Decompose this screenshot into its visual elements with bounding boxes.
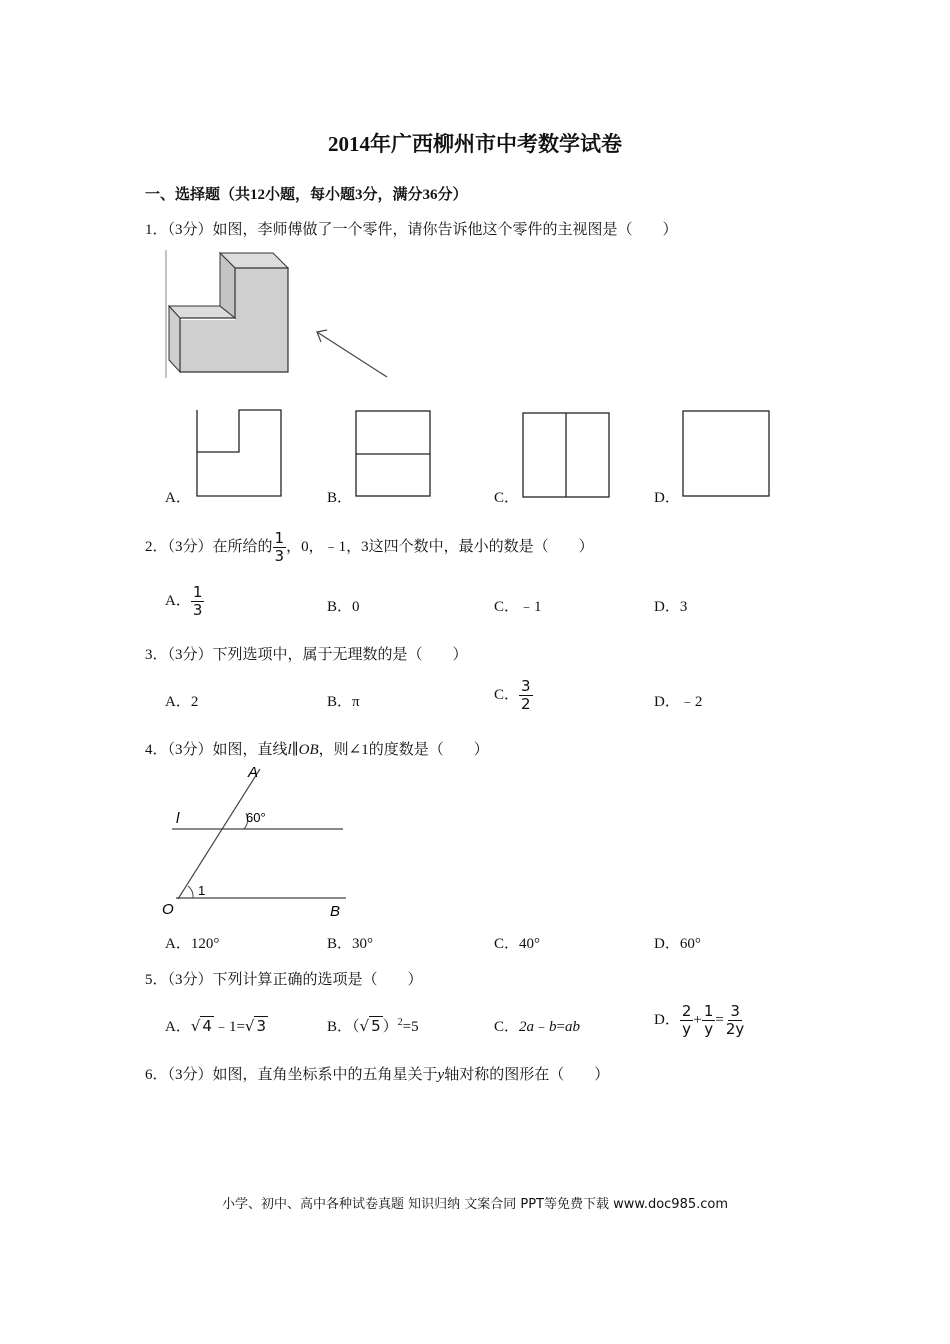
q1-option-b-figure [355, 410, 433, 498]
question-1-text: 1．（3分）如图，李师傅做了一个零件，请你告诉他这个零件的主视图是（ ） [145, 222, 678, 238]
section-heading: 一、选择题（共12小题，每小题3分，满分36分） [145, 187, 468, 203]
q5-option-d[interactable]: D． $\frac{2}{y}$ + $\frac{1}{y}$ = $\frac{3}{2y}$ [654, 1002, 745, 1038]
q4-label-l: l [176, 810, 180, 827]
q2-suffix: ，0，﹣1，3这四个数中，最小的数是（ ） [286, 538, 594, 555]
page-footer[interactable]: 小学、初中、高中各种试卷真题 知识归纳 文案合同 PPT等免费下载 www.doc985.com [221, 1197, 729, 1212]
q2-option-a[interactable]: A． $\frac{1}{3}$ [165, 583, 203, 619]
question-3-text: 3．（3分）下列选项中，属于无理数的是（ ） [145, 647, 468, 663]
question-2-text [145, 530, 594, 565]
q4-label-b: B [330, 903, 341, 920]
q4-label-1: 1 [198, 883, 206, 898]
q4-option-b[interactable]: B．30° [327, 936, 374, 952]
q1-option-b[interactable]: B． [327, 490, 353, 506]
q4-option-d[interactable]: D．60° [654, 936, 701, 952]
q1-option-d-figure [682, 410, 772, 498]
q2-option-b[interactable]: B．0 [327, 599, 360, 615]
q3-option-b[interactable]: B．π [327, 694, 360, 710]
q5-option-b[interactable]: B．（√ 5 ）$^2$=5 [327, 1017, 419, 1035]
q5-option-c[interactable]: C．2a﹣b=ab [494, 1019, 580, 1035]
q2-fraction: $\frac{1}{3}$ [274, 529, 285, 565]
q1-3d-part-figure [165, 250, 395, 380]
q1-option-a[interactable]: A． [165, 490, 191, 506]
q1-option-d[interactable]: D． [654, 490, 680, 506]
question-4-text: 4．（3分）如图，直线l∥OB，则∠1的度数是（ ） [145, 742, 489, 758]
q1-option-a-figure [195, 410, 285, 498]
q4-label-a: A [248, 764, 259, 781]
q5-option-a[interactable]: A．√ 4 ﹣1=√ 3 [165, 1017, 267, 1035]
q2-option-d[interactable]: D．3 [654, 599, 688, 615]
q3-option-c[interactable]: C． $\frac{3}{2}$ [494, 677, 531, 713]
q2-prefix: 2．（3分）在所给的 [145, 538, 273, 555]
question-5-text: 5．（3分）下列计算正确的选项是（ ） [145, 972, 423, 988]
q4-label-angle: 60° [246, 810, 266, 825]
question-6-text: 6．（3分）如图，直角坐标系中的五角星关于y轴对称的图形在（ ） [145, 1067, 610, 1083]
q3-option-a[interactable]: A．2 [165, 694, 199, 710]
q3-option-d[interactable]: D．﹣2 [654, 694, 703, 710]
q2-option-c[interactable]: C．﹣1 [494, 599, 542, 615]
q4-parallel-lines-figure [160, 765, 360, 925]
q4-option-c[interactable]: C．40° [494, 936, 541, 952]
q4-label-o: O [162, 901, 174, 918]
q1-option-c[interactable]: C． [494, 490, 520, 506]
page-title: 2014年广西柳州市中考数学试卷 [328, 132, 622, 156]
q4-option-a[interactable]: A．120° [165, 936, 220, 952]
q1-option-c-figure [522, 412, 612, 498]
